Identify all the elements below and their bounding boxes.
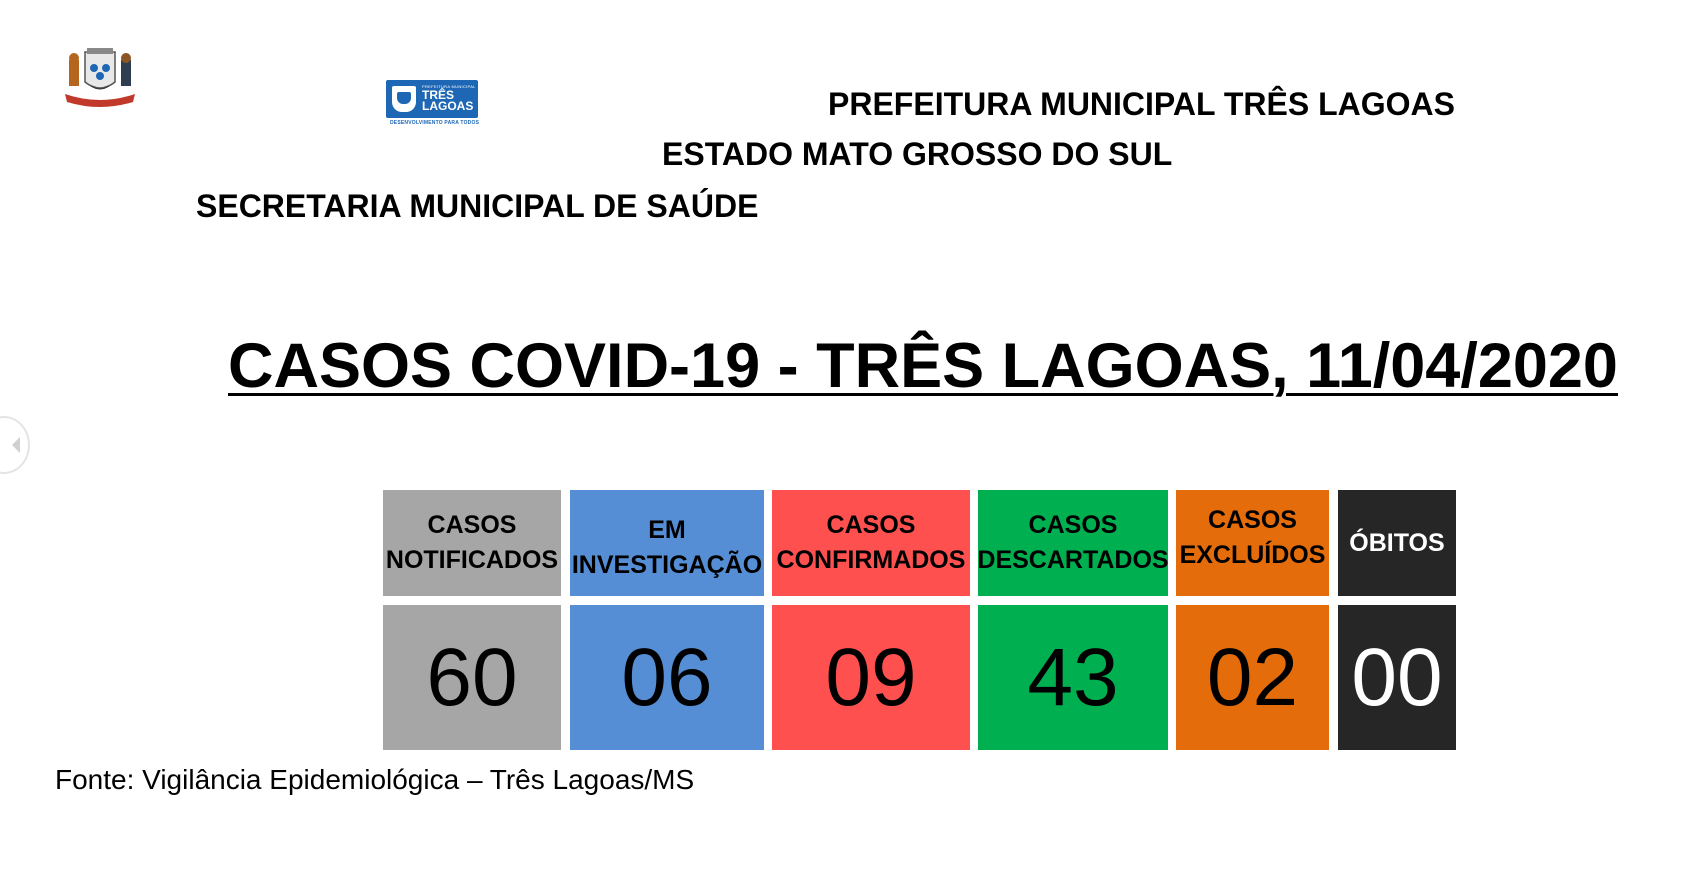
value-confirmados: 09 [772,605,970,750]
source-note: Fonte: Vigilância Epidemiológica – Três Lagoas/MS [55,764,695,795]
header-descartados [978,490,1168,596]
logo-badge [386,80,478,118]
value-descartados: 43 [978,605,1168,750]
chevron-left-icon [12,437,20,453]
header-confirmados [772,490,970,596]
logo-big-text [422,90,473,112]
header-secretaria: SECRETARIA MUNICIPAL DE SAÚDE [196,188,759,224]
header-estado: ESTADO MATO GROSSO DO SUL [662,136,1173,172]
value-obitos: 00 [1338,605,1456,750]
header-prefeitura: PREFEITURA MUNICIPAL TRÊS LAGOAS [828,86,1455,122]
header-notificados [383,490,561,596]
logo-small-text: PREFEITURA MUNICIPAL [422,84,476,89]
page-title: CASOS COVID-19 - TRÊS LAGOAS, 11/04/2020 [228,331,1618,401]
value-investigacao: 06 [570,605,764,750]
header-confirmados-line1: CASOS [826,511,916,539]
header-confirmados-line2: CONFIRMADOS [776,546,966,574]
header-investigacao [570,490,764,596]
header-descartados-line2: DESCARTADOS [977,546,1169,574]
previous-slide-button[interactable] [0,416,30,474]
header-obitos-line1: ÓBITOS [1349,528,1445,557]
shield-icon [392,86,416,112]
header-notificados-line1: CASOS [427,511,517,539]
coat-of-arms-logo [55,46,145,110]
logo-big-line2: LAGOAS [422,99,474,113]
header-descartados-line1: CASOS [1028,511,1118,539]
header-investigacao-line1: EM [648,516,686,544]
header-excluidos-line2: EXCLUÍDOS [1179,541,1326,569]
value-notificados: 60 [383,605,561,750]
header-obitos [1338,490,1456,596]
header-notificados-line2: NOTIFICADOS [385,546,559,574]
value-excluidos: 02 [1176,605,1329,750]
header-investigacao-line2: INVESTIGAÇÃO [571,551,763,579]
tres-lagoas-logo [386,80,478,130]
header-excluidos-line1: CASOS [1208,506,1297,534]
logo-big-line1: TRÊS [422,88,455,102]
header-excluidos [1176,490,1329,596]
logo-tagline: DESENVOLVIMENTO PARA TODOS [390,120,480,126]
